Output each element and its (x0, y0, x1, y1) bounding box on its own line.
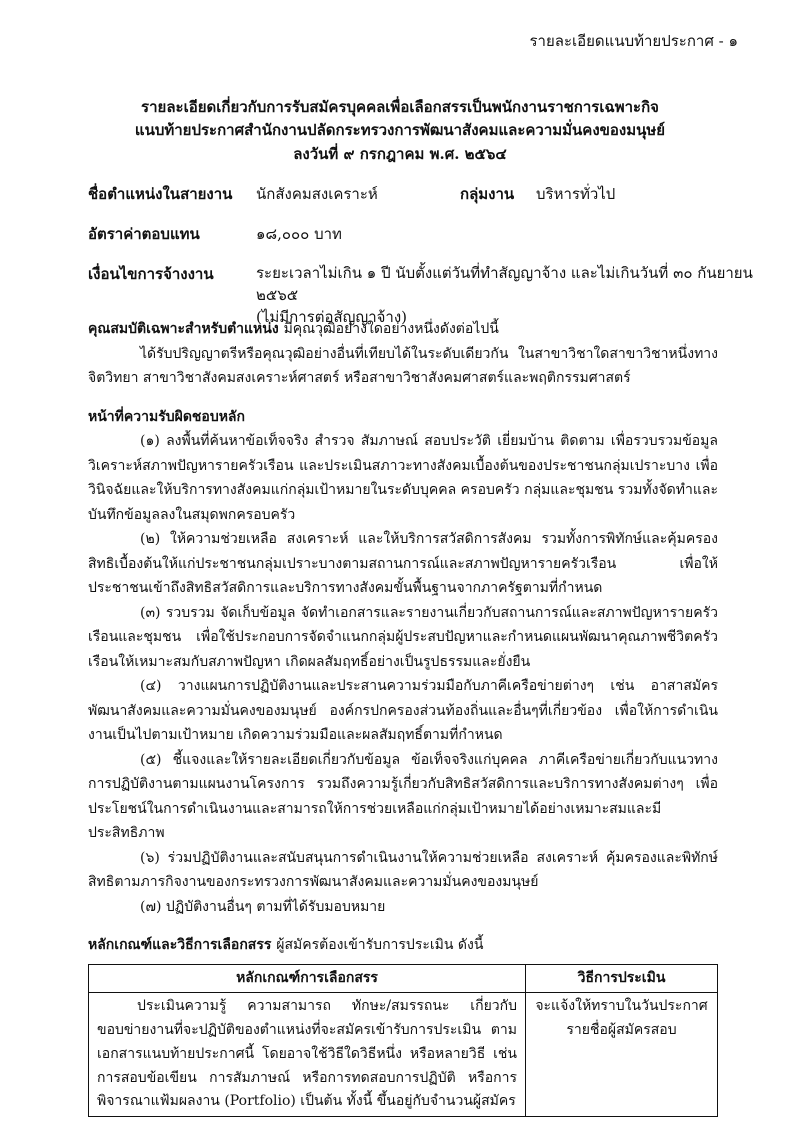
work-group-label: กลุ่มงาน (460, 185, 515, 203)
table-header-row (89, 964, 718, 993)
employment-line-1: ระยะเวลาไม่เกิน ๑ ปี นับตั้งแต่วันที่ทำสัญญาจ้าง และไม่เกินวันที่ ๓๐ กันยายน ๒๕๖๕ (256, 264, 753, 304)
qualification-heading-suffix: มีคุณวุฒิอย่างใดอย่างหนึ่งดังต่อไปนี้ (283, 321, 499, 337)
method-cell: จะแจ้งให้ทราบในวันประกาศรายชื่อผู้สมัครสอบ (526, 993, 718, 1117)
position-row (88, 183, 728, 211)
duty-item: (๕) ชี้แจงและให้รายละเอียดเกี่ยวกับข้อมูล ข้อเท็จจริงแก่บุคคล ภาคีเครือข่ายเกี่ยวกับแนวทางการปฏิบัติงานตามแผนงานโครงการ รวมถึงความรู้เกี่ยวกับสิทธิสวัสดิการและบริการทางสังคมต่างๆ เพื่อประโยชน์ในการดำเนินงานและสามารถให้การช่วยเหลือแก่กลุ่มเป้าหมายได้อย่างเหมาะสมและมีประสิทธิภาพ (88, 751, 718, 841)
selection-heading (88, 933, 718, 958)
work-group-value: บริหารทั่วไป (536, 185, 616, 203)
qualification-text: ได้รับปริญญาตรีหรือคุณวุฒิอย่างอื่นที่เทียบได้ในระดับเดียวกัน ในสาขาวิชาใดสาขาวิชาหนึ่งทางจิตวิทยา สาขาวิชาสังคมสงเคราะห์ศาสตร์ หรือสาขาวิชาสังคมศาสตร์และพฤติกรรมศาสตร์ (88, 345, 718, 386)
duties-heading: หน้าที่ความรับผิดชอบหลัก (88, 408, 245, 425)
selection-heading-text: หลักเกณฑ์และวิธีการเลือกสรร (88, 937, 272, 953)
document-body (88, 317, 718, 1117)
title-line-1: รายละเอียดเกี่ยวกับการรับสมัครบุคคลเพื่อเลือกสรรเป็นพนักงานราชการเฉพาะกิจ (141, 98, 659, 116)
criteria-cell: ประเมินความรู้ ความสามารถ ทักษะ/สมรรถนะ เกี่ยวกับขอบข่ายงานที่จะปฏิบัติของตำแหน่งที่จะสมัครเข้ารับการประเมิน ตามเอกสารแนบท้ายประกาศนี้ โดยอาจใช้วิธีใดวิธีหนึ่ง หรือหลายวิธี เช่น การสอบข้อเขียน การสัมภาษณ์ หรือการทดสอบการปฏิบัติ หรือการพิจารณาแฟ้มผลงาน (Portfolio) เป็นต้น ทั้งนี้ ขึ้นอยู่กับจำนวนผู้สมัคร (89, 993, 526, 1117)
position-value: นักสังคมสงเคราะห์ (256, 185, 378, 203)
duty-item: (๖) ร่วมปฏิบัติงานและสนับสนุนการดำเนินงานให้ความช่วยเหลือ สงเคราะห์ คุ้มครองและพิทักษ์สิทธิตามภารกิจงานของกระทรวงการพัฒนาสังคมและความมั่นคงของมนุษย์ (88, 849, 718, 890)
employment-line-2: (ไม่มีการต่อสัญญาจ้าง) (256, 307, 408, 326)
salary-label: อัตราค่าตอบแทน (88, 225, 200, 243)
position-label: ชื่อตำแหน่งในสายงาน (88, 185, 233, 203)
employment-row (88, 263, 753, 326)
table-row (89, 993, 718, 1117)
selection-criteria-table (88, 964, 718, 1118)
employment-label: เงื่อนไขการจ้างงาน (88, 265, 214, 283)
qualification-heading-text: คุณสมบัติเฉพาะสำหรับตำแหน่ง (88, 321, 279, 337)
title-line-2: แนบท้ายประกาศสำนักงานปลัดกระทรวงการพัฒนาสังคมและความมั่นคงของมนุษย์ (134, 121, 666, 140)
qualification-heading (88, 317, 718, 342)
duty-item: (๓) รวบรวม จัดเก็บข้อมูล จัดทำเอกสารและรายงานเกี่ยวกับสถานการณ์และสภาพปัญหารายครัวเรือนและชุมชน เพื่อใช้ประกอบการจัดจำแนกกลุ่มผู้ประสบปัญหาและกำหนดแผนพัฒนาคุณภาพชีวิตครัวเรือนให้เหมาะสมกับสภาพปัญหา เกิดผลสัมฤทธิ์อย่างเป็นรูปธรรมและยั่งยืน (88, 604, 718, 670)
duty-item: (๒) ให้ความช่วยเหลือ สงเคราะห์ และให้บริการสวัสดิการสังคม รวมทั้งการพิทักษ์และคุ้มครองสิทธิเบื้องต้นให้แก่ประชาชนกลุ่มเปราะบางตามสถานการณ์และสภาพปัญหารายครัวเรือน เพื่อให้ประชาชนเข้าถึงสิทธิสวัสดิการและบริการทางสังคมขั้นพื้นฐานจากภาครัฐตามที่กำหนด (88, 531, 718, 596)
duty-item: (๔) วางแผนการปฏิบัติงานและประสานความร่วมมือกับภาคีเครือข่ายต่างๆ เช่น อาสาสมัครพัฒนาสังคมและความมั่นคงของมนุษย์ องค์กรปกครองส่วนท้องถิ่นและอื่นๆที่เกี่ยวข้อง เพื่อให้การดำเนินงานเป็นไปตามเป้าหมาย เกิดความร่วมมือและผลสัมฤทธิ์ตามที่กำหนด (88, 678, 718, 743)
title-line-3: ลงวันที่ ๙ กรกฎาคม พ.ศ. ๒๕๖๔ (293, 144, 507, 163)
salary-row (88, 223, 728, 251)
salary-value: ๑๘,๐๐๐ บาท (256, 225, 342, 243)
document-title (0, 96, 800, 166)
position-info (88, 183, 753, 326)
method-column-header: วิธีการประเมิน (526, 964, 718, 993)
criteria-column-header: หลักเกณฑ์การเลือกสรร (89, 964, 526, 993)
selection-heading-suffix: ผู้สมัครต้องเข้ารับการประเมิน ดังนี้ (276, 937, 484, 953)
duty-item: (๑) ลงพื้นที่ค้นหาข้อเท็จจริง สำรวจ สัมภาษณ์ สอบประวัติ เยี่ยมบ้าน ติดตาม เพื่อรวบรวมข้อมูล วิเคราะห์สภาพปัญหารายครัวเรือน และประเมินสภาวะทางสังคมเบื้องต้นของประชาชนกลุ่มเปราะบาง เพื่อวินิจฉัยและให้บริการทางสังคมแก่กลุ่มเป้าหมายในระดับบุคคล ครอบครัว กลุ่มและชุมชน รวมทั้งจัดทำและบันทึกข้อมูลลงในสมุดพกครอบครัว (88, 433, 718, 523)
attachment-reference: รายละเอียดแนบท้ายประกาศ - ๑ (529, 32, 738, 50)
duty-item: (๗) ปฏิบัติงานอื่นๆ ตามที่ได้รับมอบหมาย (140, 898, 386, 915)
